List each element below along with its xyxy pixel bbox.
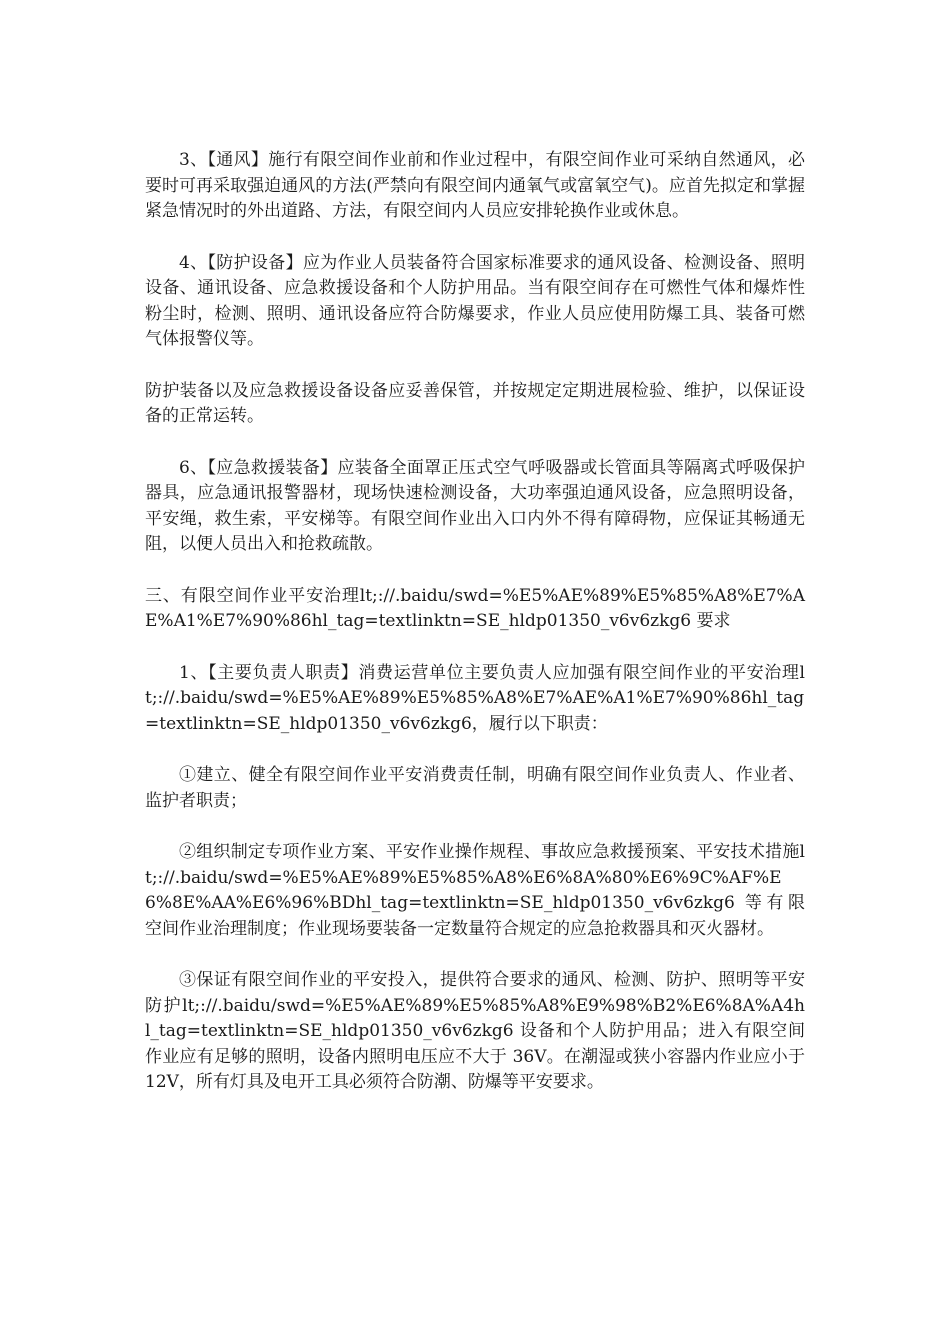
paragraph-protective-equipment: 4、【防护设备】应为作业人员装备符合国家标准要求的通风设备、检测设备、照明设备、通讯设备、应急救援设备和个人防护用品。当有限空间存在可燃性气体和爆炸性粉尘时，检测、照明、通讯设备应符合防爆要求，作业人员应使用防爆工具、装备可燃气体报警仪等。 [145,252,805,349]
paragraph-ventilation: 3、【通风】施行有限空间作业前和作业过程中，有限空间作业可采纳自然通风，必要时可再采取强迫通风的方法(严禁向有限空间内通氧气或富氧空气)。应首先拟定和掌握紧急情况时的外出道路、方法，有限空间内人员应安排轮换作业或休息。 [145,150,805,221]
paragraph-principal-responsibilities: 1、【主要负责人职责】消费运营单位主要负责人应加强有限空间作业的平安治理lt;://.baidu/swd=%E5%AE%89%E5%85%A8%E7%AE%A1%E7%90%86hl_tag=textlinktn=SE_hldp01350_v6v6zkg6，履行以下职责： [145,662,805,734]
paragraph-equipment-maintenance: 防护装备以及应急救援设备设备应妥善保管，并按规定定期进展检验、维护，以保证设备的正常运转。 [145,380,805,426]
list-item-responsibility-2: ②组织制定专项作业方案、平安作业操作规程、事故应急救援预案、平安技术措施lt;://.baidu/swd=%E5%AE%89%E5%85%A8%E6%8A%80%E6%9C%AF%E6%8E%AA%E6%96%BDhl_tag=textlinktn=SE_hldp01350_v6v6zkg6 等有限空间作业治理制度；作业现场要装备一定数量符合规定的应急抢救器具和灭火器材。 [145,842,805,939]
paragraph-emergency-rescue-equipment: 6、【应急救援装备】应装备全面罩正压式空气呼吸器或长管面具等隔离式呼吸保护器具，应急通讯报警器材，现场快速检测设备，大功率强迫通风设备，应急照明设备，平安绳，救生索，平安梯等。有限空间作业出入口内外不得有障碍物，应保证其畅通无阻，以便人员出入和抢救疏散。 [145,457,805,554]
document-page [145,148,805,1122]
list-item-responsibility-1: ①建立、健全有限空间作业平安消费责任制，明确有限空间作业负责人、作业者、监护者职责； [145,765,805,811]
list-item-responsibility-3: ③保证有限空间作业的平安投入，提供符合要求的通风、检测、防护、照明等平安防护lt;://.baidu/swd=%E5%AE%89%E5%85%A8%E9%98%B2%E6%8A%A4hl_tag=textlinktn=SE_hldp01350_v6v6zkg6 设备和个人防护用品；进入有限空间作业应有足够的照明，设备内照明电压应不大于 36V。在潮湿或狭小容器内作业应小于 12V，所有灯具及电开工具必须符合防潮、防爆等平安要求。 [145,970,805,1092]
section-heading-safety-management: 三、有限空间作业平安治理lt;://.baidu/swd=%E5%AE%89%E5%85%A8%E7%AE%A1%E7%90%86hl_tag=textlinktn=SE_hldp01350_v6v6zkg6 要求 [145,585,805,631]
